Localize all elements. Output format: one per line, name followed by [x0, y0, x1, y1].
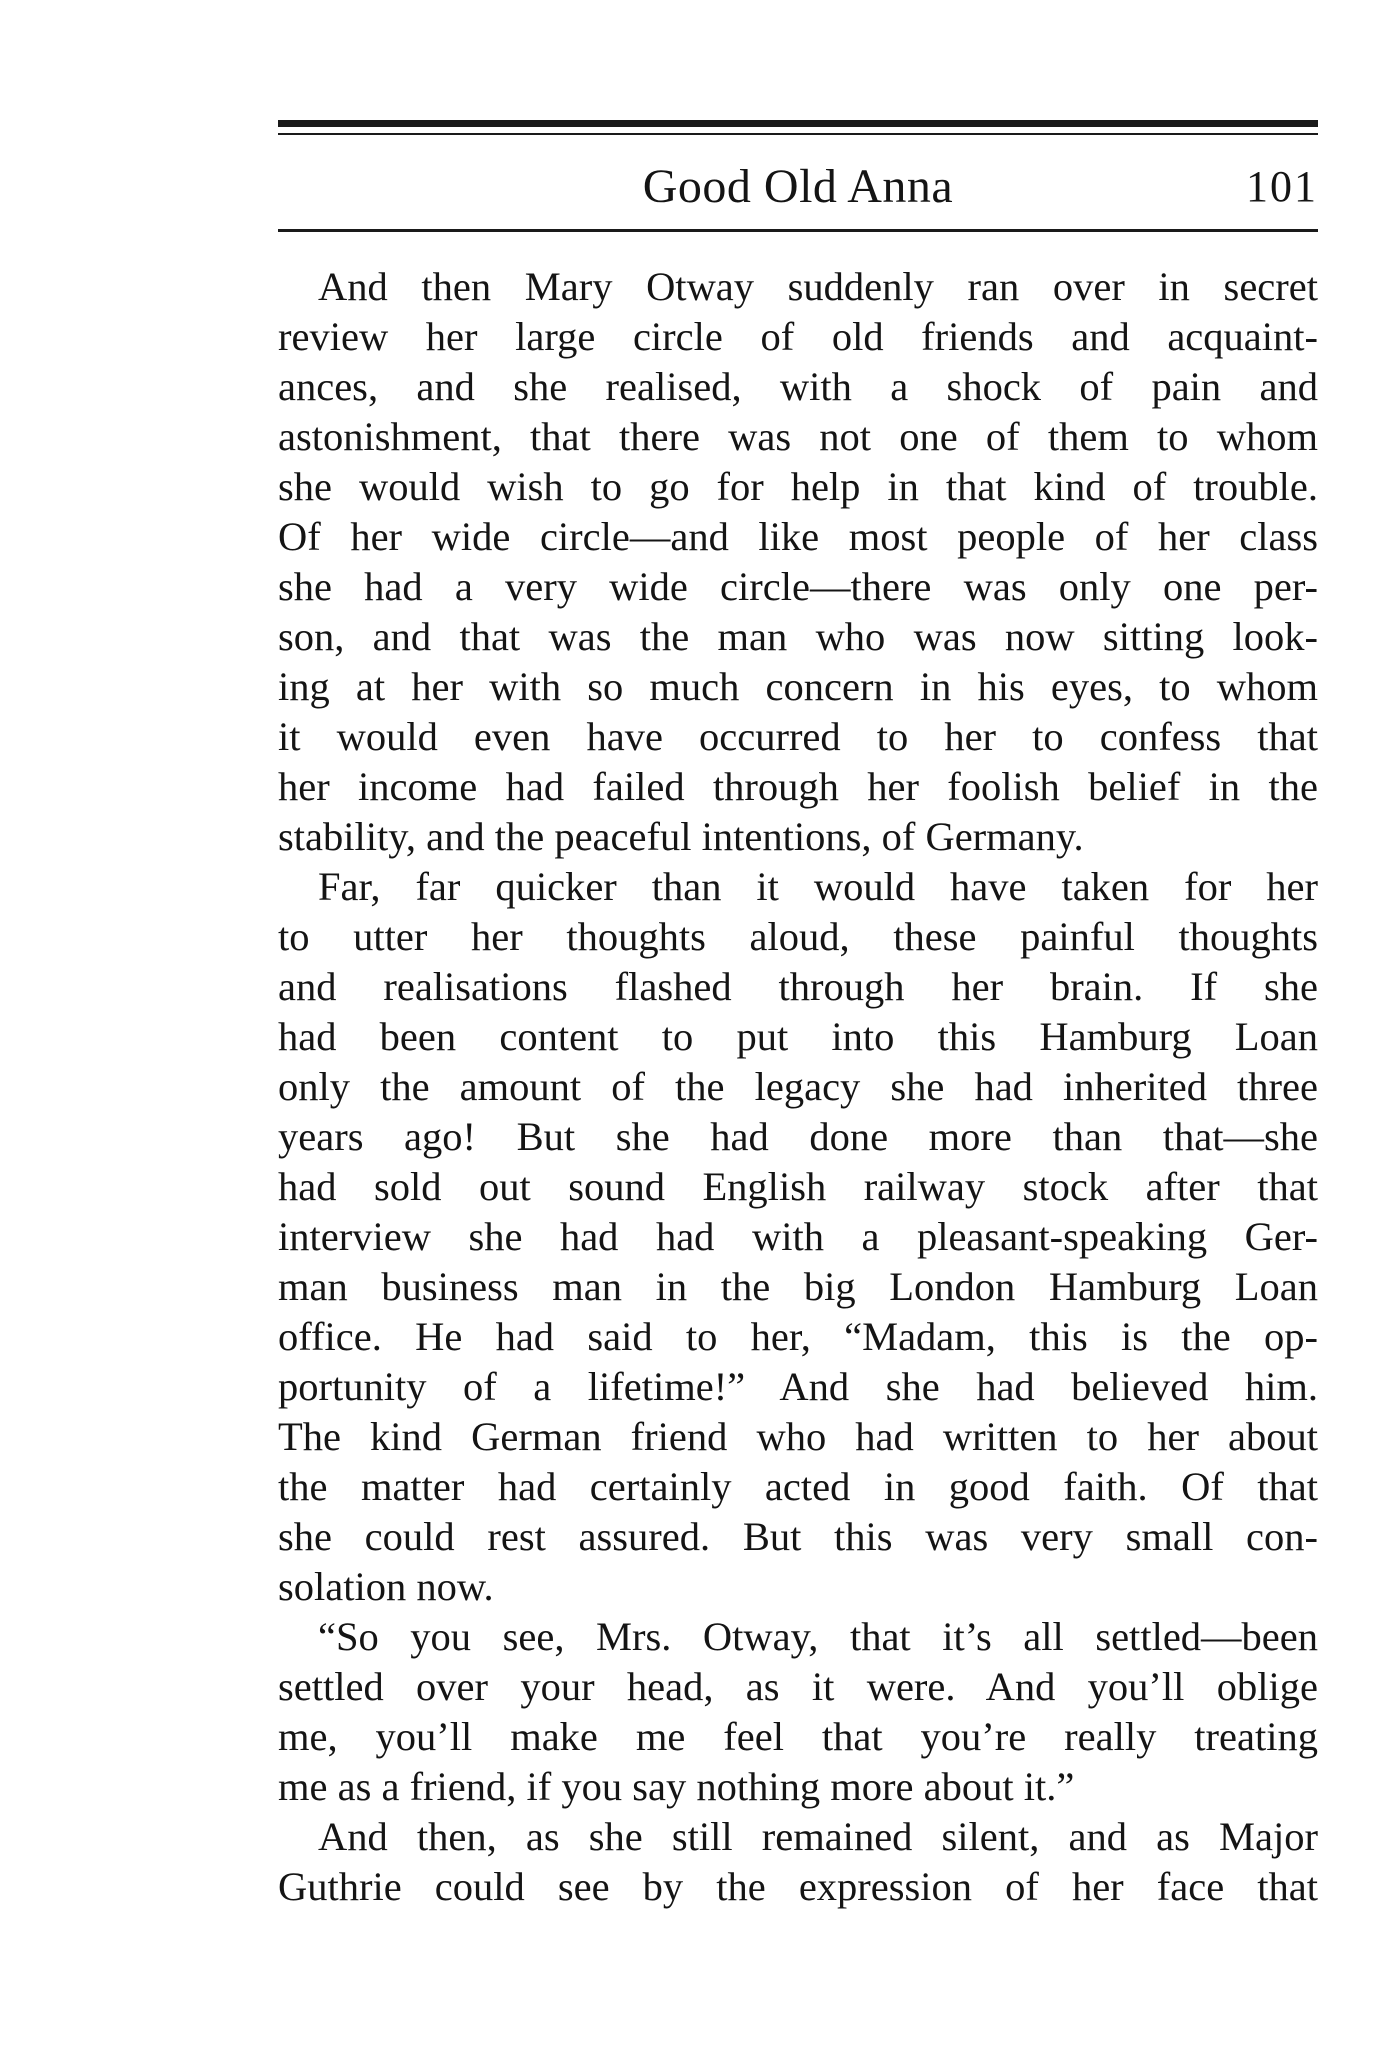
text-line: ing at her with so much concern in his eyes, to whom	[278, 664, 1318, 709]
text-line: portunity of a lifetime!” And she had believed him.	[278, 1364, 1318, 1409]
text-line: had sold out sound English railway stock after that	[278, 1164, 1318, 1209]
text-line: interview she had had with a pleasant-speaking Ger-	[278, 1214, 1318, 1259]
text-line: son, and that was the man who was now sitting look-	[278, 614, 1318, 659]
text-line: the matter had certainly acted in good faith. Of that	[278, 1464, 1318, 1509]
text-line: she would wish to go for help in that kind of trouble.	[278, 464, 1318, 509]
text-line: she could rest assured. But this was very small con-	[278, 1514, 1318, 1559]
page-number: 101	[1246, 162, 1318, 211]
text-line: and realisations flashed through her brain. If she	[278, 964, 1318, 1009]
text-line: And then Mary Otway suddenly ran over in secret	[318, 264, 1318, 309]
text-line: man business man in the big London Hamburg Loan	[278, 1264, 1318, 1309]
text-line: astonishment, that there was not one of them to whom	[278, 414, 1318, 459]
text-line: office. He had said to her, “Madam, this is the op-	[278, 1314, 1318, 1359]
body-text	[278, 262, 1318, 1912]
text-line: Of her wide circle—and like most people of her class	[278, 514, 1318, 559]
text-line: settled over your head, as it were. And you’ll oblige	[278, 1664, 1318, 1709]
paragraph-2	[278, 862, 1318, 1612]
paragraph-3	[278, 1612, 1318, 1812]
text-line: ances, and she realised, with a shock of pain and	[278, 364, 1318, 409]
text-line: stability, and the peaceful intentions, of Germany.	[278, 814, 1084, 859]
text-line: had been content to put into this Hamburg Loan	[278, 1014, 1318, 1059]
text-line: Far, far quicker than it would have taken for her	[318, 864, 1318, 909]
header-rule-thin	[278, 133, 1318, 135]
text-line: “So you see, Mrs. Otway, that it’s all settled—been	[318, 1614, 1318, 1659]
paragraph-1	[278, 262, 1318, 862]
header-rule-thick	[278, 120, 1318, 127]
running-head	[278, 152, 1318, 222]
header-rule-bottom	[278, 229, 1318, 232]
book-page	[278, 0, 1318, 2069]
text-line: it would even have occurred to her to confess that	[278, 714, 1318, 759]
running-title: Good Old Anna	[642, 160, 954, 213]
text-line: solation now.	[278, 1564, 494, 1609]
text-line: me, you’ll make me feel that you’re really treating	[278, 1714, 1318, 1759]
paragraph-4	[278, 1812, 1318, 1912]
text-line: she had a very wide circle—there was only one per-	[278, 564, 1318, 609]
text-line: only the amount of the legacy she had inherited three	[278, 1064, 1318, 1109]
text-line: me as a friend, if you say nothing more about it.”	[278, 1764, 1075, 1809]
text-line: years ago! But she had done more than that—she	[278, 1114, 1318, 1159]
text-line: review her large circle of old friends and acquaint-	[278, 314, 1318, 359]
text-line: And then, as she still remained silent, and as Major	[318, 1814, 1318, 1859]
text-line: her income had failed through her foolish belief in the	[278, 764, 1318, 809]
text-line: The kind German friend who had written to her about	[278, 1414, 1318, 1459]
text-line: to utter her thoughts aloud, these painful thoughts	[278, 914, 1318, 959]
text-line: Guthrie could see by the expression of her face that	[278, 1864, 1318, 1909]
